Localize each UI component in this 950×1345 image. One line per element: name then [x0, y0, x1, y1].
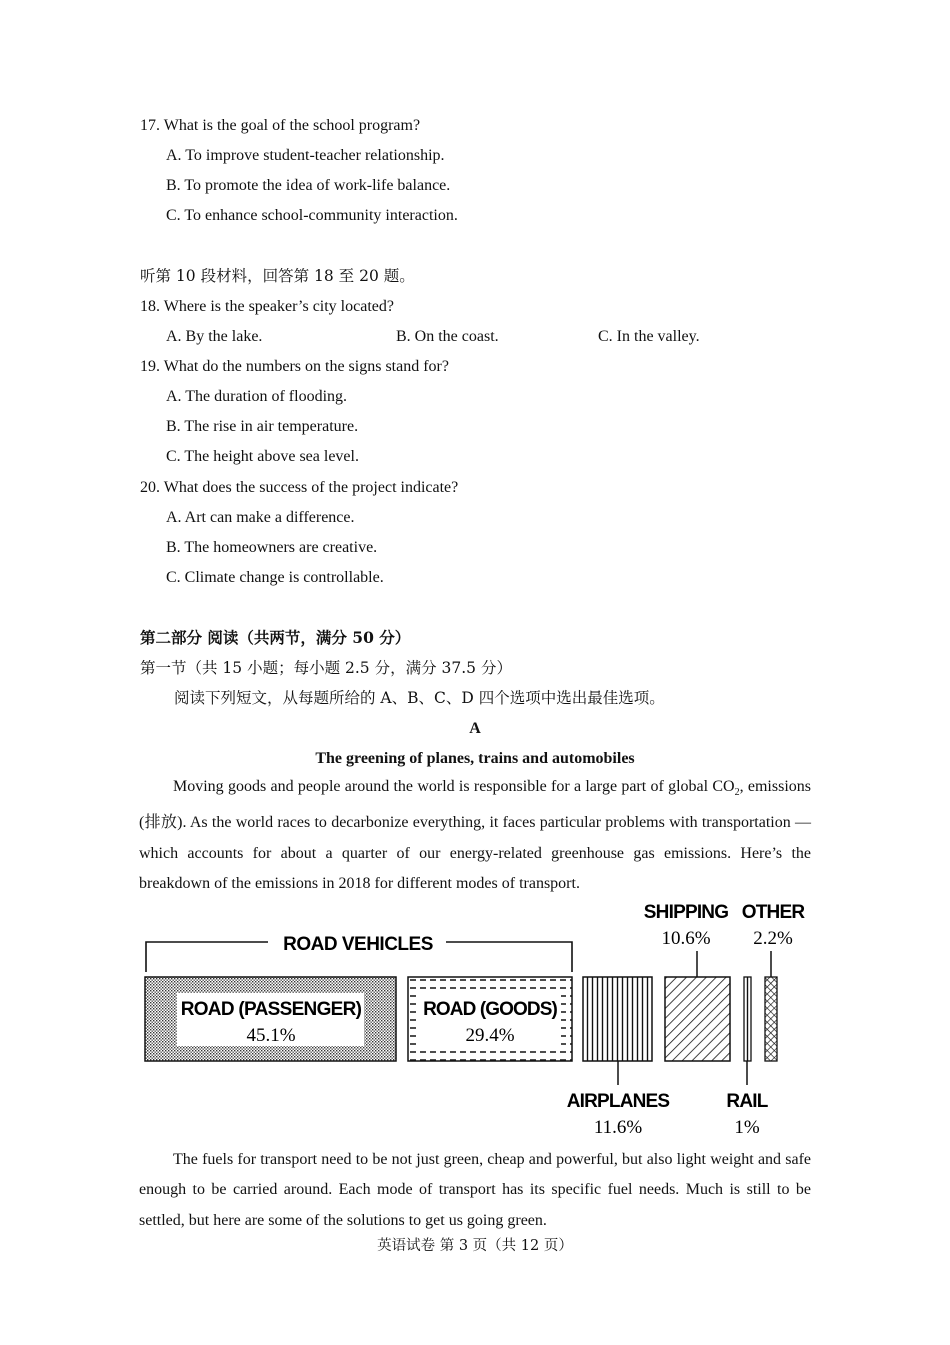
passage-paragraph-1 — [139, 772, 811, 899]
reading-instruction: 阅读下列短文，从每题所给的 A、B、C、D 四个选项中选出最佳选项。 — [174, 689, 665, 707]
q18-option-c: C. In the valley. — [598, 328, 700, 345]
listening-instruction: 听第 10 段材料，回答第 18 至 20 题。 — [140, 267, 415, 285]
q18-option-b: B. On the coast. — [396, 328, 499, 345]
q17-option-a: A. To improve student-teacher relationship. — [166, 147, 445, 164]
q19-option-b: B. The rise in air temperature. — [166, 418, 359, 435]
passage-paragraph-2 — [139, 1145, 811, 1236]
q20-option-c: C. Climate change is controllable. — [166, 569, 384, 586]
part-title: 第二部分 阅读（共两节，满分 50 分） — [140, 628, 411, 647]
value-other: 2.2% — [753, 928, 793, 949]
bar-airplanes — [583, 977, 652, 1061]
p1-text-b: , emissions (排放). As the world races to decarbonize everything, it faces particular problems with transportation — which accounts for about a quarter of our energy-related greenhouse gas emissions. Here’s the breakdown of the emissions in 2018 for different modes of transport. — [139, 778, 811, 893]
question-20: 20. What does the success of the project indicate? — [140, 479, 459, 496]
value-airplanes: 11.6% — [593, 1117, 643, 1138]
bar-other — [765, 977, 777, 1061]
q17-option-b: B. To promote the idea of work-life balance. — [166, 177, 451, 194]
value-road-goods: 29.4% — [465, 1025, 515, 1046]
road-vehicles-label: ROAD VEHICLES — [283, 934, 433, 955]
label-road-goods: ROAD (GOODS) — [423, 999, 557, 1020]
question-17: 17. What is the goal of the school program? — [140, 117, 421, 134]
label-other: OTHER — [741, 902, 805, 923]
label-shipping: SHIPPING — [643, 902, 729, 923]
q18-option-a: A. By the lake. — [166, 328, 263, 345]
label-road-passenger: ROAD (PASSENGER) — [180, 999, 362, 1020]
q20-option-a: A. Art can make a difference. — [166, 509, 355, 526]
emissions-chart — [0, 895, 950, 1145]
bar-shipping — [665, 977, 730, 1061]
passage-letter: A — [469, 720, 481, 737]
subsection-title: 第一节（共 15 小题；每小题 2.5 分，满分 37.5 分） — [140, 659, 512, 677]
value-rail: 1% — [734, 1117, 760, 1138]
p2-text: The fuels for transport need to be not just green, cheap and powerful, but also light weight and safe enough to be carried around. Each mode of transport has its specific fuel needs. Much is still to be settled, but here are some of the solutions to get us going green. — [139, 1151, 811, 1229]
p1-text-a: Moving goods and people around the world is responsible for a large part of global CO — [173, 778, 735, 795]
q19-option-c: C. The height above sea level. — [166, 448, 359, 465]
value-shipping: 10.6% — [661, 928, 711, 949]
value-road-passenger: 45.1% — [246, 1025, 296, 1046]
bar-rail — [744, 977, 751, 1061]
q19-option-a: A. The duration of flooding. — [166, 388, 348, 405]
question-19: 19. What do the numbers on the signs stand for? — [140, 358, 449, 375]
p1-subscript: 2 — [734, 787, 740, 799]
label-rail: RAIL — [726, 1091, 768, 1112]
q20-option-b: B. The homeowners are creative. — [166, 539, 378, 556]
q17-option-c: C. To enhance school-community interaction. — [166, 207, 458, 224]
page-footer: 英语试卷 第 3 页（共 12 页） — [377, 1238, 573, 1254]
passage-title: The greening of planes, trains and automobiles — [315, 750, 635, 767]
question-18: 18. Where is the speaker’s city located? — [140, 298, 394, 315]
label-airplanes: AIRPLANES — [566, 1091, 670, 1112]
